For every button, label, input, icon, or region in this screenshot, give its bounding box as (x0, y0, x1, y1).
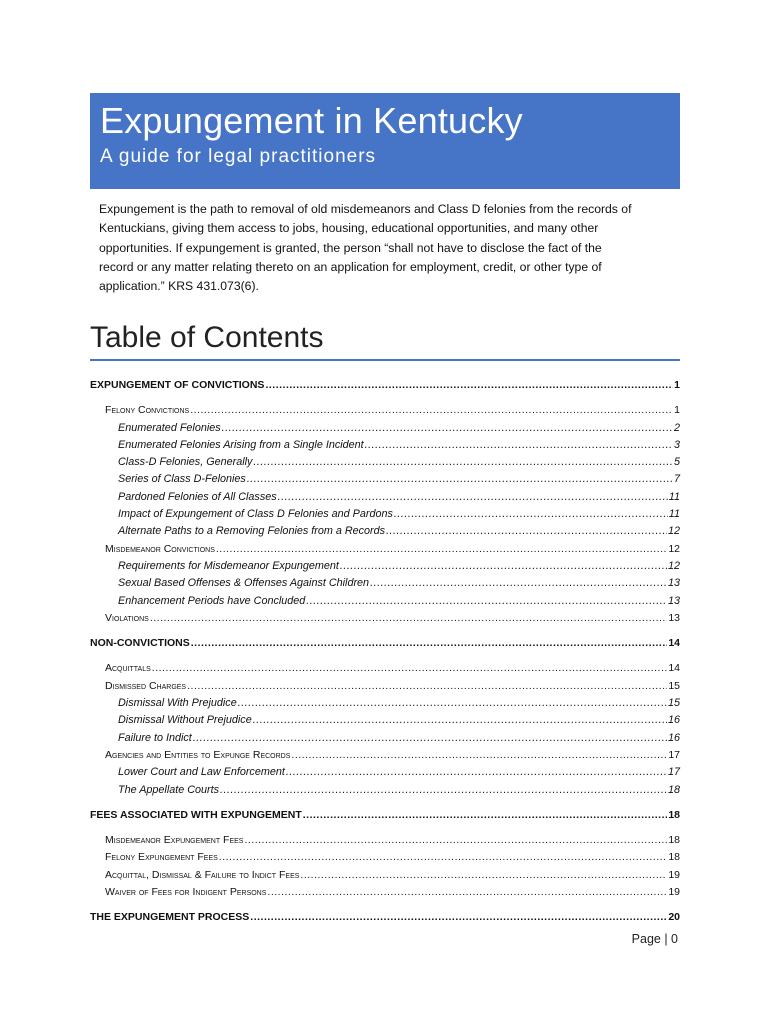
toc-heading-rule (90, 359, 680, 361)
toc-entry-leader (190, 402, 673, 419)
toc-entry[interactable] (90, 849, 680, 866)
toc-entry-page: 12 (667, 559, 680, 572)
toc-entry[interactable] (90, 807, 680, 824)
toc-entry-page: 3 (673, 438, 680, 451)
toc-entry-title: Failure to Indict (118, 731, 192, 744)
toc-entry-page: 18 (668, 808, 680, 821)
toc-entry-page: 5 (673, 456, 680, 469)
toc-entry[interactable] (90, 420, 680, 437)
toc-entry-page: 2 (673, 421, 680, 434)
toc-entry-leader (250, 909, 667, 926)
toc-entry-title: Felony Convictions (105, 404, 190, 417)
toc-entry-title: Dismissal With Prejudice (118, 697, 237, 710)
toc-entry[interactable] (90, 471, 680, 488)
toc-entry-page: 11 (668, 490, 680, 503)
toc-entry[interactable] (90, 730, 680, 747)
toc-entry[interactable] (90, 558, 680, 575)
toc-entry-leader (216, 541, 667, 558)
toc-entry[interactable] (90, 832, 680, 849)
page-number: Page | 0 (631, 932, 678, 946)
toc-entry[interactable] (90, 489, 680, 506)
title-banner (90, 93, 680, 189)
toc-entry-title: Felony Expungement Fees (105, 851, 218, 864)
toc-entry[interactable] (90, 593, 680, 610)
toc-entry-title: Enumerated Felonies Arising from a Single Incident (118, 438, 364, 451)
toc-entry-leader (193, 730, 667, 747)
toc-entry-leader (150, 610, 667, 627)
toc-entry-title: Class-D Felonies, Generally (118, 456, 253, 469)
toc-entry-page: 13 (667, 577, 680, 590)
toc-entry-leader (286, 764, 667, 781)
toc-entry-title: Lower Court and Law Enforcement (118, 766, 285, 779)
toc-entry-leader (219, 849, 668, 866)
toc-entry-page: 18 (668, 851, 680, 864)
toc-entry-leader (238, 695, 667, 712)
toc-entry-leader (253, 454, 673, 471)
toc-entry[interactable] (90, 506, 680, 523)
toc-entry-leader (306, 593, 667, 610)
intro-paragraph: Expungement is the path to removal of old misdemeanors and Class D felonies from the records of Kentuckians, giving them access to jobs, housing, educational opportunities, and many other opportunities. If expungement is granted, the person “shall not have to disclose the fact of the record or any matter relating thereto on an application for employment, credit, or other type of application.” KRS 431.073(6). (99, 202, 632, 294)
toc-entry-leader (191, 635, 668, 652)
toc-entry-title: FEES ASSOCIATED WITH EXPUNGEMENT (90, 808, 302, 821)
toc-entry-leader (394, 506, 668, 523)
toc-entry-page: 1 (674, 404, 680, 417)
toc-entry-title: NON-CONVICTIONS (90, 637, 190, 650)
toc-entry-title: Pardoned Felonies of All Classes (118, 490, 277, 503)
toc-entry[interactable] (90, 712, 680, 729)
toc-entry-page: 19 (668, 868, 680, 881)
toc-entry-leader (291, 747, 667, 764)
toc-entry[interactable] (90, 454, 680, 471)
toc-entry-page: 15 (667, 697, 680, 710)
toc-entry-leader (303, 807, 668, 824)
toc-entry-title: Sexual Based Offenses & Offenses Against Children (118, 577, 370, 590)
toc-entry-title: Acquittals (105, 662, 151, 675)
toc-entry-page: 18 (667, 783, 680, 796)
toc-heading: Table of Contents (90, 321, 324, 354)
toc-entry[interactable] (90, 660, 680, 677)
toc-entry-page: 13 (667, 594, 680, 607)
toc-entry-page: 16 (667, 714, 680, 727)
toc-entry-leader (370, 575, 667, 592)
toc-entry-title: Enumerated Felonies (118, 421, 221, 434)
toc-entry[interactable] (90, 747, 680, 764)
toc-entry-leader (300, 867, 667, 884)
toc-entry-page: 19 (668, 886, 680, 899)
toc-entry-leader (253, 712, 667, 729)
toc-entry-leader (340, 558, 667, 575)
toc-entry[interactable] (90, 782, 680, 799)
toc-entry[interactable] (90, 575, 680, 592)
toc-entry-title: Agencies and Entities to Expunge Records (105, 748, 291, 761)
toc-entry-page: 12 (668, 542, 680, 555)
toc-entry-page: 20 (668, 911, 680, 924)
toc-entry[interactable] (90, 610, 680, 627)
toc-entry-page: 13 (668, 611, 680, 624)
toc-entry-title: The Appellate Courts (118, 783, 220, 796)
toc-entry-page: 17 (667, 766, 680, 779)
toc-entry-leader (220, 782, 667, 799)
toc-entry-leader (278, 489, 668, 506)
toc-entry-leader (365, 437, 673, 454)
toc-entry-title: EXPUNGEMENT OF CONVICTIONS (90, 379, 265, 391)
toc-entry-page: 17 (668, 748, 680, 761)
toc-entry-title: Acquittal, Dismissal & Failure to Indict Fees (105, 868, 300, 881)
toc-entry-leader (265, 377, 673, 394)
toc-entry-page: 16 (667, 731, 680, 744)
toc-entry-page: 15 (668, 679, 680, 692)
toc-entry-page: 18 (668, 834, 680, 847)
toc-entry-leader (267, 884, 667, 901)
toc-entry[interactable] (90, 909, 680, 926)
toc-entry-page: 1 (674, 379, 680, 391)
toc-entry[interactable] (90, 695, 680, 712)
table-of-contents (90, 377, 680, 935)
document-subtitle: A guide for legal practitioners (100, 146, 377, 167)
document-title: Expungement in Kentucky (100, 100, 523, 141)
toc-entry-title: Alternate Paths to a Removing Felonies from a Records (118, 525, 386, 538)
toc-entry-title: Enhancement Periods have Concluded (118, 594, 306, 607)
toc-entry[interactable] (90, 523, 680, 540)
toc-entry-title: Requirements for Misdemeanor Expungement (118, 559, 339, 572)
toc-entry[interactable] (90, 867, 680, 884)
toc-entry-page: 12 (667, 525, 680, 538)
toc-entry-leader (247, 471, 673, 488)
toc-entry-leader (187, 678, 667, 695)
toc-entry-leader (222, 420, 673, 437)
toc-entry-page: 14 (668, 637, 680, 650)
toc-entry-title: Misdemeanor Expungement Fees (105, 834, 244, 847)
toc-entry[interactable] (90, 635, 680, 652)
toc-entry[interactable] (90, 884, 680, 901)
toc-entry-title: Misdemeanor Convictions (105, 542, 215, 555)
toc-entry[interactable] (90, 541, 680, 558)
toc-entry-title: Dismissed Charges (105, 679, 187, 692)
toc-entry-page: 7 (673, 473, 680, 486)
toc-entry-title: Violations (105, 611, 149, 624)
toc-entry[interactable] (90, 764, 680, 781)
toc-entry-page: 14 (668, 662, 680, 675)
toc-entry-title: THE EXPUNGEMENT PROCESS (90, 911, 250, 924)
toc-entry[interactable] (90, 402, 680, 419)
toc-entry-title: Waiver of Fees for Indigent Persons (105, 886, 267, 899)
toc-entry-page: 11 (668, 508, 680, 521)
toc-entry-leader (244, 832, 667, 849)
toc-entry-title: Impact of Expungement of Class D Felonies and Pardons (118, 508, 393, 521)
toc-entry-leader (152, 660, 668, 677)
toc-entry[interactable] (90, 678, 680, 695)
toc-entry-title: Series of Class D-Felonies (118, 473, 246, 486)
toc-entry-leader (386, 523, 667, 540)
toc-entry-title: Dismissal Without Prejudice (118, 714, 252, 727)
toc-entry[interactable] (90, 377, 680, 394)
toc-entry[interactable] (90, 437, 680, 454)
